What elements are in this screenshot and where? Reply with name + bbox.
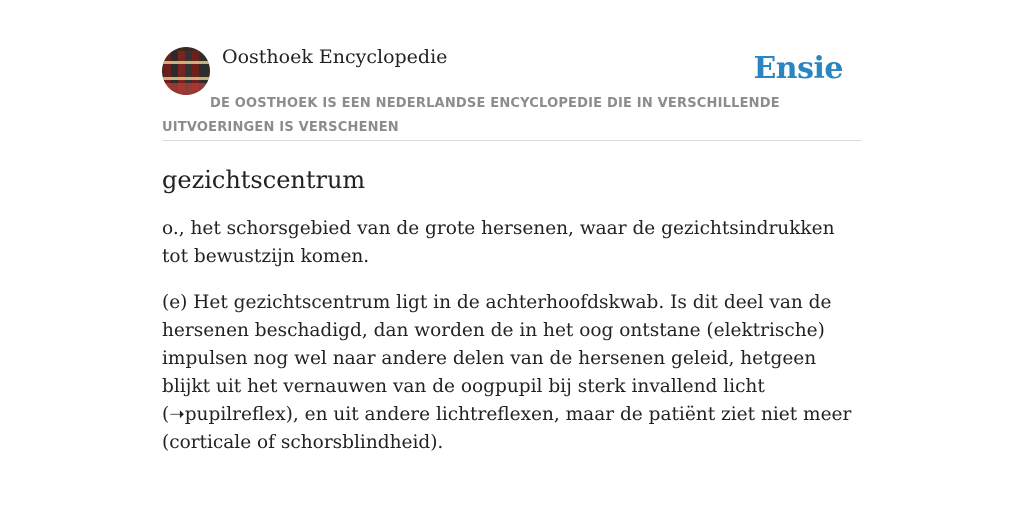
site-tagline: DE OOSTHOEK IS EEN NEDERLANDSE ENCYCLOPEDIE DIE IN VERSCHILLENDE UITVOERINGEN IS VERSCHENEN: [162, 96, 780, 135]
article-title: gezichtscentrum: [162, 166, 366, 194]
encyclopedia-books-icon[interactable]: [162, 47, 210, 95]
article: [162, 141, 862, 457]
article-paragraph-1: o., het schorsgebied van de grote hersenen, waar de gezichtsindrukken tot bewustzijn komen.: [162, 218, 835, 267]
page-container: [162, 0, 862, 475]
brand-logo[interactable]: Ensie: [753, 51, 843, 86]
site-name-link[interactable]: Oosthoek Encyclopedie: [222, 46, 448, 68]
site-header: [162, 0, 862, 141]
article-paragraph-2: (e) Het gezichtscentrum ligt in de achterhoofdskwab. Is dit deel van de hersenen beschadigd, dan worden de in het oog ontstane (elektrische) impulsen nog wel naar andere delen van de hersenen geleid, hetgeen blijkt uit het vernauwen van de oogpupil bij sterk invallend licht (➝pupilreflex), en uit andere lichtreflexen, maar de patiënt ziet niet meer (corticale of schorsblindheid).: [162, 292, 852, 453]
